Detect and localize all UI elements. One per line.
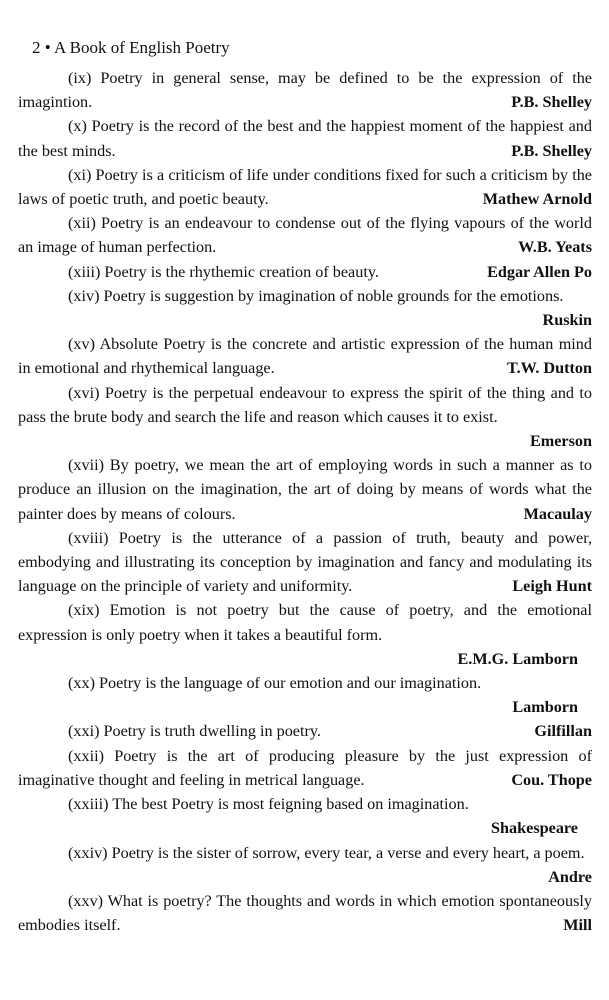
quotation-text: (ix) Poetry in general sense, may be defined to be the expression of the imagintion.: [18, 69, 592, 112]
quotation-text: (xxiv) Poetry is the sister of sorrow, every tear, a verse and every heart, a poem.: [68, 843, 585, 862]
quotation-list: [18, 66, 592, 937]
quotation-author: Macaulay: [523, 504, 592, 523]
quotation-text: (xv) Absolute Poetry is the concrete and artistic expression of the human mind in emotional and rhythemical language.: [18, 335, 592, 378]
quotation-author: Cou. Thope: [511, 770, 592, 789]
running-header: [32, 38, 230, 58]
quotation-author: Lamborn: [512, 698, 578, 717]
quotation-entry: [18, 841, 592, 889]
quotation-entry: [18, 260, 592, 284]
quotation-text: (x) Poetry is the record of the best and the happiest moment of the happiest and the best minds.: [18, 117, 592, 160]
quotation-author: Gilfillan: [534, 722, 592, 741]
quotation-entry: [18, 284, 592, 332]
quotation-entry: [18, 671, 592, 719]
quotation-entry: [18, 211, 592, 259]
quotation-text: (xi) Poetry is a criticism of life under conditions fixed for such a criticism by the laws of poetic truth, and poetic beauty.: [18, 165, 592, 209]
quotation-author: Leigh Hunt: [512, 577, 592, 596]
quotation-entry: [18, 526, 592, 599]
quotation-text: (xix) Emotion is not poetry but the cause of poetry, and the emotional expression is only poetry when it takes a beautiful form.: [18, 601, 592, 644]
quotation-author: Edgar Allen Po: [487, 262, 592, 281]
quotation-author: Mathew Arnold: [482, 190, 592, 209]
quotation-author: W.B. Yeats: [518, 238, 592, 257]
quotation-entry: [18, 381, 592, 454]
quotation-entry: [18, 598, 592, 671]
quotation-author: Shakespeare: [491, 819, 578, 838]
quotation-text: (xii) Poetry is an endeavour to condense out of the flying vapours of the world an image of human perfection.: [18, 214, 592, 257]
quotation-author: E.M.G. Lamborn: [457, 649, 578, 668]
quotation-text: (xiv) Poetry is suggestion by imagination of noble grounds for the emotions.: [68, 286, 564, 305]
quotation-author: Emerson: [529, 432, 592, 451]
quotation-entry: [18, 792, 592, 840]
page-number: 2: [32, 38, 41, 57]
header-separator: •: [44, 38, 51, 57]
quotation-entry: [18, 889, 592, 937]
quotation-entry: [18, 744, 592, 792]
book-title: A Book of English Poetry: [54, 38, 230, 57]
quotation-entry: [18, 332, 592, 380]
quotation-entry: [18, 453, 592, 526]
quotation-text: (xxv) What is poetry? The thoughts and words in which emotion spontaneously embodies itself.: [18, 891, 592, 935]
quotation-author: P.B. Shelley: [511, 141, 592, 160]
quotation-text: (xxii) Poetry is the art of producing pleasure by the just expression of imaginative thought and feeling in metrical language.: [18, 746, 592, 789]
quotation-text: (xxi) Poetry is truth dwelling in poetry.: [68, 722, 321, 741]
quotation-author: Andre: [548, 867, 592, 886]
quotation-entry: [18, 66, 592, 114]
quotation-text: (xiii) Poetry is the rhythemic creation of beauty.: [68, 262, 379, 281]
quotation-author: Mill: [563, 916, 592, 935]
quotation-entry: [18, 719, 592, 743]
quotation-entry: [18, 114, 592, 162]
quotation-text: (xx) Poetry is the language of our emotion and our imagination.: [68, 674, 482, 693]
quotation-entry: [18, 163, 592, 211]
quotation-text: (xvii) By poetry, we mean the art of employing words in such a manner as to produce an illusion on the imagination, the art of doing by means of words what the painter does by means of colours.: [18, 456, 592, 523]
quotation-text: (xviii) Poetry is the utterance of a passion of truth, beauty and power, embodying and illustrating its conception by imagination and fancy and modulating its language on the principle of variety and uniformity.: [18, 528, 592, 596]
quotation-text: (xvi) Poetry is the perpetual endeavour to express the spirit of the thing and to pass the brute body and search the life and reason which causes it to exist.: [18, 383, 592, 426]
quotation-author: Ruskin: [542, 311, 592, 330]
quotation-author: T.W. Dutton: [506, 359, 592, 378]
quotation-text: (xxiii) The best Poetry is most feigning based on imagination.: [68, 795, 469, 814]
quotation-author: P.B. Shelley: [511, 93, 592, 112]
